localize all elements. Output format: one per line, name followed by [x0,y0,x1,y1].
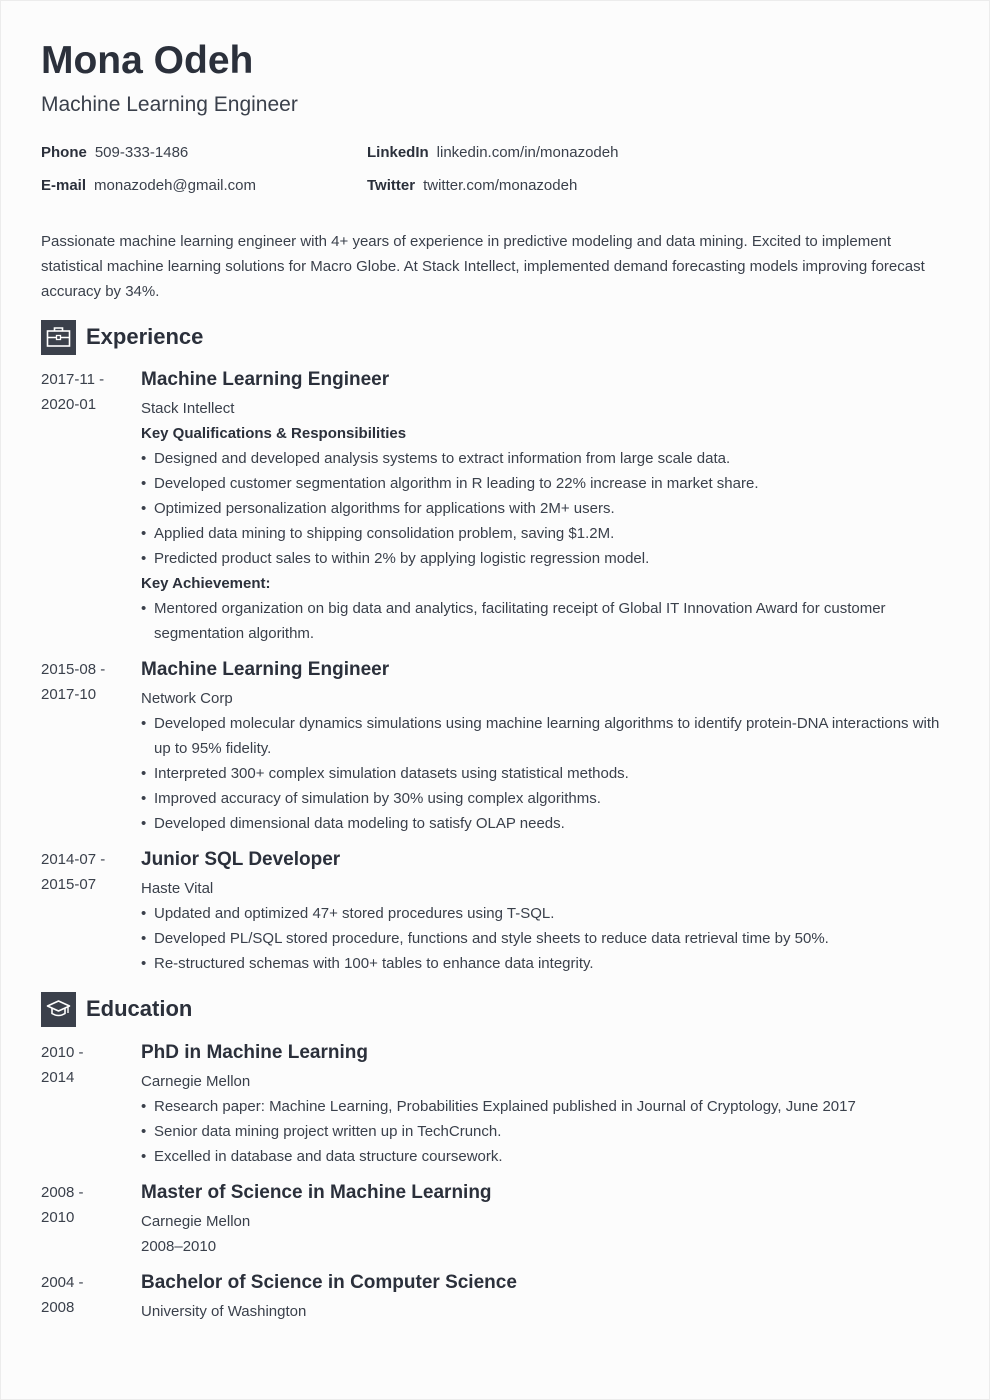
graduation-cap-icon [41,992,76,1027]
qualifications-label: Key Qualifications & Responsibilities [141,425,407,442]
list-item: • Designed and developed analysis systems to extract information from large scale data. [141,446,946,471]
date-end: 2017-10 [41,686,97,703]
education-period: 2008–2010 [141,1238,217,1255]
list-item: • Developed customer segmentation algorithm in R leading to 22% increase in market share. [141,471,946,496]
school-name: Carnegie Mellon [141,1073,251,1090]
job-role: Machine Learning Engineer [141,659,390,680]
degree-title: PhD in Machine Learning [141,1042,368,1063]
date-end: 2020-01 [41,396,97,413]
contact-twitter [367,176,577,196]
contact-linkedin-value[interactable]: linkedin.com/in/monazodeh [436,144,619,161]
job-role: Machine Learning Engineer [141,369,390,390]
job-role: Junior SQL Developer [141,849,341,870]
entry-dates [41,657,131,707]
responsibility-list [141,711,946,836]
date-start: 2017-11 - [41,371,105,388]
list-item: • Predicted product sales to within 2% by applying logistic regression model. [141,546,946,571]
contact-linkedin-label: LinkedIn [367,144,429,161]
education-section-header [41,991,192,1027]
list-item: • Developed PL/SQL stored procedure, functions and style sheets to reduce data retrieval time by 50%. [141,926,946,951]
responsibility-list [141,446,946,571]
profile-summary: Passionate machine learning engineer with 4+ years of experience in predictive modeling and data mining. Excited to implement statistical machine learning solutions for Macro Globe. At Stack Intellect, implemented demand forecasting models improving forecast accuracy by 34%. [41,233,925,300]
achievement-label: Key Achievement: [141,575,271,592]
school-name: Carnegie Mellon [141,1213,251,1230]
date-end: 2010 [41,1209,75,1226]
achievement-list [141,596,946,646]
degree-title: Master of Science in Machine Learning [141,1182,492,1203]
contact-email [41,176,256,196]
entry-dates [41,1040,131,1090]
degree-title: Bachelor of Science in Computer Science [141,1272,517,1293]
date-start: 2015-08 - [41,661,106,678]
education-heading: Education [86,996,193,1021]
experience-heading: Experience [86,324,204,349]
date-start: 2008 - [41,1184,84,1201]
list-item: • Updated and optimized 47+ stored procedures using T-SQL. [141,901,946,926]
entry-dates [41,847,131,897]
list-item: • Mentored organization on big data and analytics, facilitating receipt of Global IT Innovation Award for customer segmentation algorithm. [141,596,946,646]
list-item: • Applied data mining to shipping consolidation problem, saving $1.2M. [141,521,946,546]
job-company: Stack Intellect [141,400,235,417]
date-end: 2014 [41,1069,75,1086]
list-item: • Improved accuracy of simulation by 30% using complex algorithms. [141,786,946,811]
date-end: 2008 [41,1299,75,1316]
briefcase-icon [41,320,76,355]
date-start: 2014-07 - [41,851,106,868]
date-start: 2004 - [41,1274,84,1291]
candidate-name: Mona Odeh [41,39,254,82]
contact-twitter-value[interactable]: twitter.com/monazodeh [423,177,578,194]
contact-linkedin [367,143,618,163]
entry-dates [41,1180,131,1230]
candidate-title: Machine Learning Engineer [41,93,298,116]
job-company: Network Corp [141,690,233,707]
list-item: • Optimized personalization algorithms for applications with 2M+ users. [141,496,946,521]
entry-dates [41,1270,131,1320]
list-item: • Developed dimensional data modeling to satisfy OLAP needs. [141,811,946,836]
school-name: University of Washington [141,1303,307,1320]
contact-phone-value: 509-333-1486 [94,144,189,161]
date-end: 2015-07 [41,876,97,893]
date-start: 2010 - [41,1044,84,1061]
entry-dates [41,367,131,417]
education-details-list [141,1094,946,1169]
list-item: • Interpreted 300+ complex simulation datasets using statistical methods. [141,761,946,786]
list-item: • Excelled in database and data structure coursework. [141,1144,946,1169]
contact-phone [41,143,188,163]
responsibility-list [141,901,946,976]
contact-email-label: E-mail [41,177,87,194]
contact-twitter-label: Twitter [367,177,416,194]
job-company: Haste Vital [141,880,214,897]
experience-section-header [41,319,203,355]
contact-email-value[interactable]: monazodeh@gmail.com [94,177,256,194]
contact-phone-label: Phone [41,144,87,161]
list-item: • Developed molecular dynamics simulations using machine learning algorithms to identify protein-DNA interactions with up to 95% fidelity. [141,711,946,761]
list-item: • Re-structured schemas with 100+ tables to enhance data integrity. [141,951,946,976]
list-item: • Research paper: Machine Learning, Probabilities Explained published in Journal of Cryptology, June 2017 [141,1094,946,1119]
list-item: • Senior data mining project written up in TechCrunch. [141,1119,946,1144]
